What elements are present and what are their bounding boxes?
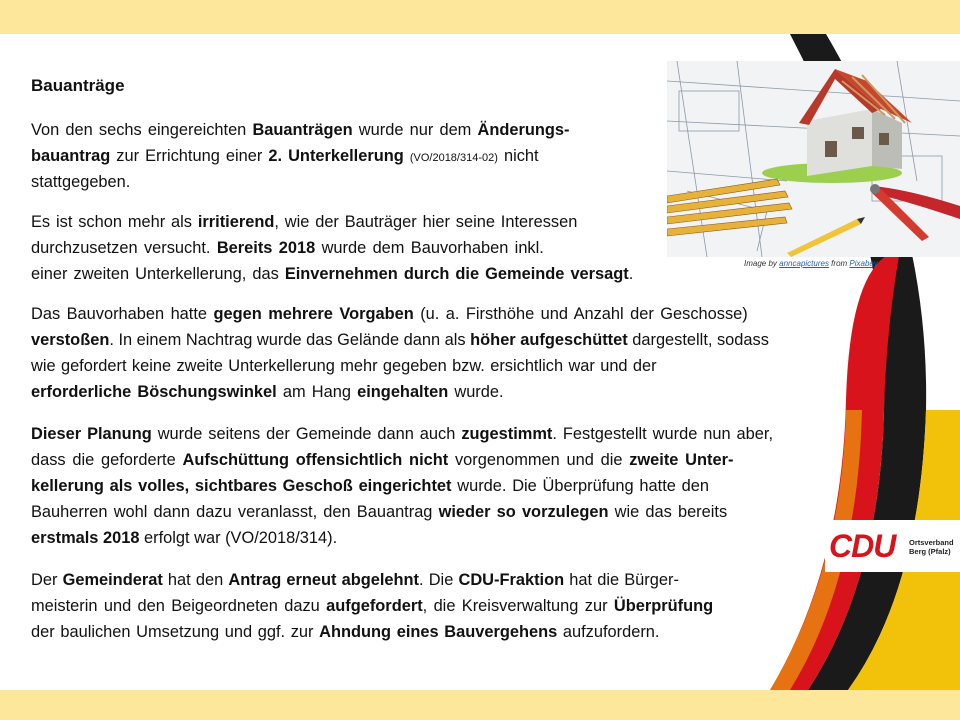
- para3-line1: Das Bauvorhaben hatte gegen mehrere Vorgaben (u. a. Firsthöhe und Anzahl der Geschosse): [31, 305, 748, 323]
- cdu-logo: [825, 520, 960, 572]
- para4-line3: kellerung als volles, sichtbares Geschoß eingerichtet wurde. Die Überprüfung hatte den: [31, 477, 709, 495]
- para2-line3: einer zweiten Unterkellerung, das Einvernehmen durch die Gemeinde versagt.: [31, 265, 634, 283]
- house-model-photo: [667, 61, 960, 257]
- para5-line1: Der Gemeinderat hat den Antrag erneut abgelehnt. Die CDU-Fraktion hat die Bürger-: [31, 571, 679, 589]
- para1-line3: stattgegeben.: [31, 173, 131, 191]
- cdu-logo-text: CDU: [829, 528, 896, 564]
- cdu-logo-subtitle: Ortsverband Berg (Pfalz): [909, 538, 954, 556]
- credit-source-link[interactable]: Pixabay: [849, 259, 878, 268]
- page-title: Bauanträge: [31, 76, 125, 95]
- para3-line2: verstoßen. In einem Nachtrag wurde das Gelände dann als höher aufgeschüttet dargestellt, sodass: [31, 331, 769, 349]
- para1-line2: bauantrag zur Errichtung einer 2. Unterkellerung (VO/2018/314-02) nicht: [31, 147, 539, 165]
- para4-line2: dass die geforderte Aufschüttung offensichtlich nicht vorgenommen und die zweite Unter-: [31, 451, 734, 469]
- para1-line1: Von den sechs eingereichten Bauanträgen wurde nur dem Änderungs-: [31, 121, 570, 139]
- para4-line1: Dieser Planung wurde seitens der Gemeinde dann auch zugestimmt. Festgestellt wurde nun aber,: [31, 425, 774, 443]
- para5-line3: der baulichen Umsetzung und ggf. zur Ahndung eines Bauvergehens aufzufordern.: [31, 623, 660, 641]
- para5-line2: meisterin und den Beigeordneten dazu aufgefordert, die Kreisverwaltung zur Überprüfung: [31, 597, 714, 615]
- image-credit: Image by anncapictures from Pixabay: [744, 259, 878, 268]
- credit-author-link[interactable]: anncapictures: [779, 259, 829, 268]
- para3-line4: erforderliche Böschungswinkel am Hang eingehalten wurde.: [31, 383, 504, 401]
- para2-line1: Es ist schon mehr als irritierend, wie der Bauträger hier seine Interessen: [31, 213, 578, 231]
- para4-line5: erstmals 2018 erfolgt war (VO/2018/314).: [31, 529, 338, 547]
- para4-line4: Bauherren wohl dann dazu veranlasst, den Bauantrag wieder so vorzulegen wie das bereits: [31, 503, 728, 521]
- para2-line2: durchzusetzen versucht. Bereits 2018 wurde dem Bauvorhaben inkl.: [31, 239, 544, 257]
- para3-line3: wie gefordert keine zweite Unterkellerung mehr gegeben bzw. ersichtlich war und der: [31, 357, 657, 375]
